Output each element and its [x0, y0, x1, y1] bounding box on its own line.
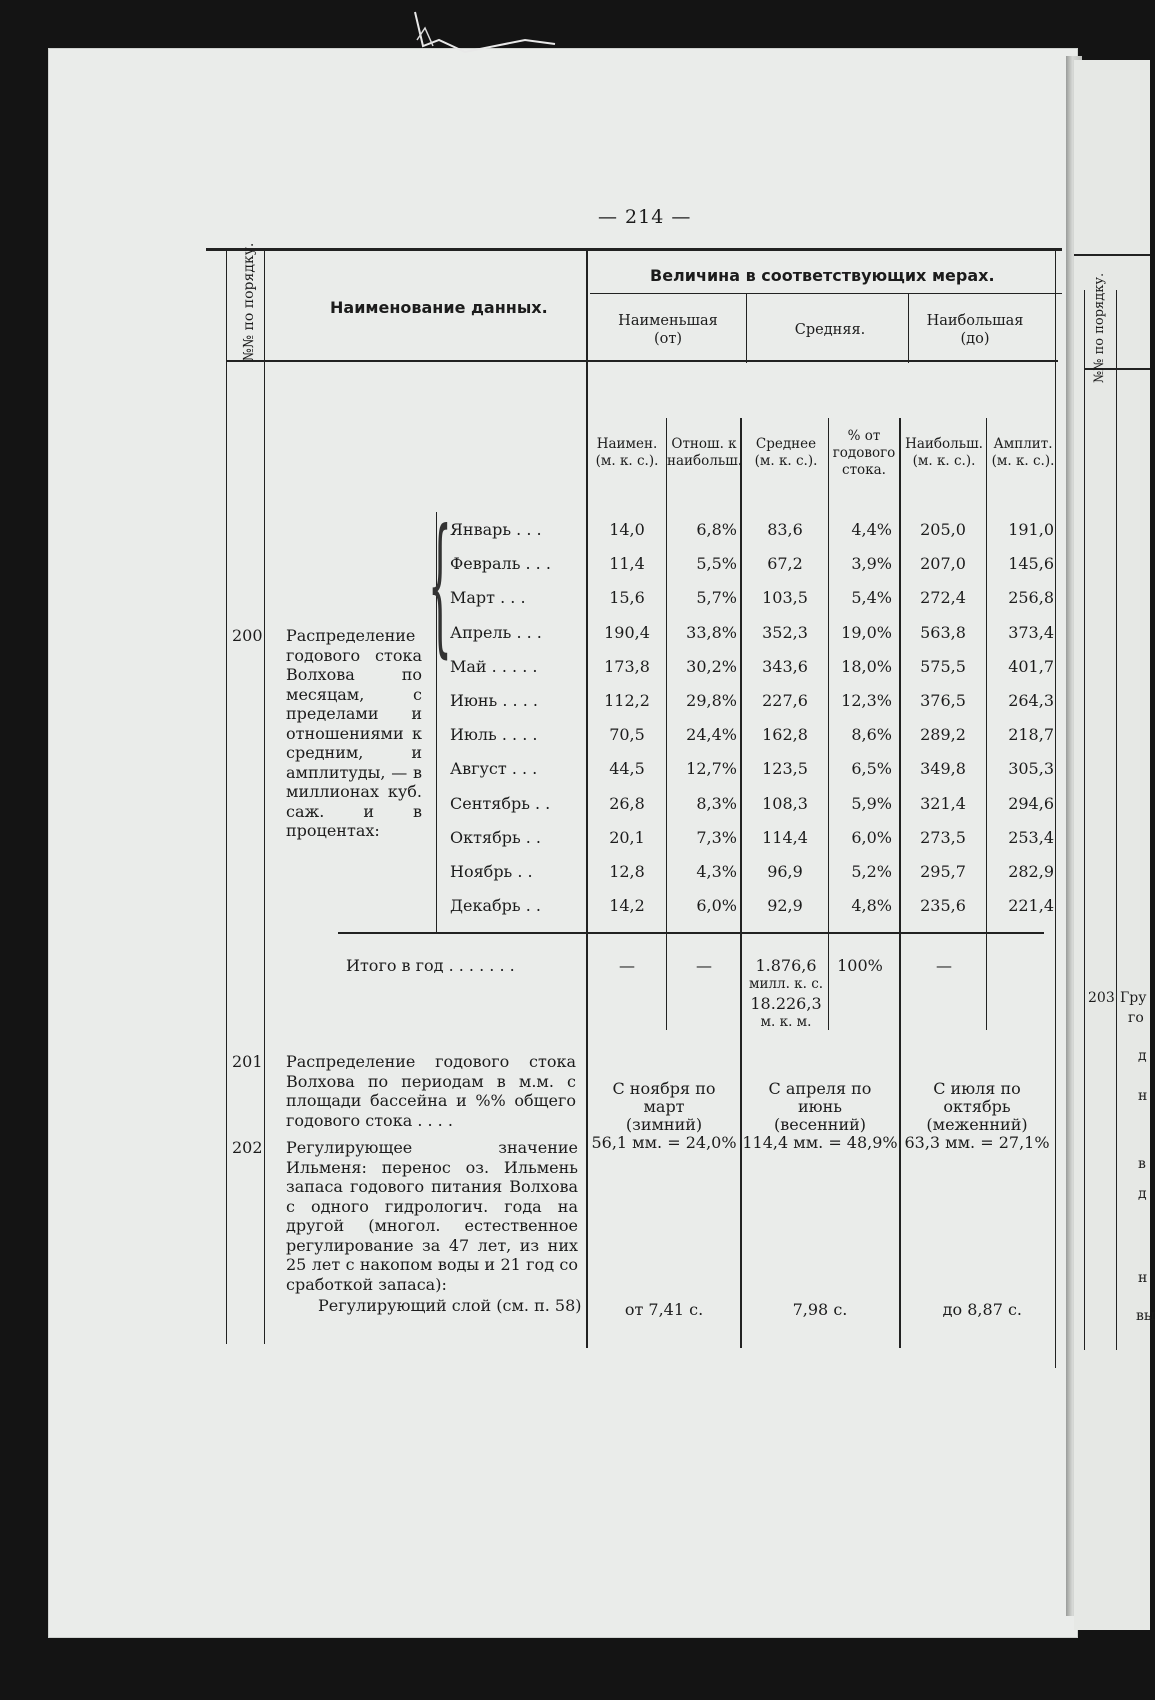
amp-col-rule	[986, 418, 987, 1030]
month-name-cell: Октябрь . .	[450, 827, 541, 847]
avg-col-rule	[740, 418, 742, 1348]
thread-marks	[405, 0, 565, 60]
months-bottom-rule	[338, 932, 1044, 934]
next-fragment-6: д	[1138, 1186, 1147, 1202]
month-max-cell: 207,0	[920, 554, 966, 574]
next-fragment-7: н	[1138, 1270, 1148, 1286]
month-name-cell: Июль . . . .	[450, 725, 538, 745]
month-name-cell: Июнь . . . .	[450, 691, 538, 710]
month-min-cell: 11,4	[609, 554, 645, 574]
month-pct-cell: 4,4%	[851, 520, 892, 539]
header-bottom-rule	[226, 360, 1058, 362]
total-ratio: —	[696, 956, 712, 975]
row-201-title: Распределение годового стока Волхова по периодам в м.м. с площади бассейна и %% общего годового стока . . . .	[286, 1052, 576, 1130]
next-fragment-4: н	[1138, 1088, 1148, 1104]
hdr-avg-max-rule	[908, 293, 909, 363]
month-name-cell: Март . . .	[450, 588, 526, 608]
subheader-ratio: Отнош. к наибольш.	[667, 436, 743, 469]
total-avg-3: 18.226,3	[750, 994, 822, 1013]
month-amp-cell: 145,6	[1008, 554, 1054, 574]
month-name-cell: Ноябрь . .	[450, 862, 533, 881]
next-fragment-5: в	[1138, 1156, 1146, 1172]
month-amp-cell: 264,3	[1008, 691, 1054, 710]
table-right-rule	[1055, 248, 1056, 1368]
header-value-col: Величина в соответствующих мерах.	[650, 266, 995, 285]
page-number: — 214 —	[598, 206, 692, 228]
pct-col-rule	[828, 418, 829, 1030]
table-top-rule	[206, 248, 1062, 251]
month-min-cell: 20,1	[609, 827, 645, 847]
month-min-cell: 190,4	[604, 622, 650, 642]
row-201-avg: С апреля по июнь (весенний) 114,4 мм. = 48,9%	[742, 1079, 898, 1152]
month-avg-cell: 162,8	[762, 725, 808, 745]
total-label: Итого в год . . . . . . .	[346, 956, 515, 975]
month-name-cell: Декабрь . .	[450, 896, 541, 916]
subheader-max: Наибольш. (м. к. с.).	[905, 436, 983, 469]
month-max-cell: 321,4	[920, 793, 966, 813]
month-amp-cell: 218,7	[1008, 725, 1054, 745]
month-pct-cell: 5,9%	[851, 793, 892, 813]
month-max-cell: 273,5	[920, 827, 966, 847]
total-min: —	[619, 956, 635, 975]
month-avg-cell: 123,5	[762, 759, 808, 779]
month-min-cell: 112,2	[604, 691, 650, 710]
month-min-cell: 12,8	[609, 862, 645, 881]
month-name-cell: Январь . . .	[450, 520, 542, 539]
month-pct-cell: 19,0%	[841, 622, 892, 642]
month-avg-cell: 343,6	[762, 656, 808, 676]
subheader-amp: Амплит. (м. к. с.).	[991, 436, 1055, 469]
month-min-cell: 44,5	[609, 759, 645, 779]
next-row-203: 203	[1088, 990, 1115, 1006]
month-ratio-cell: 12,7%	[686, 759, 737, 779]
next-fragment-3: д	[1138, 1048, 1147, 1064]
next-header-number: №№ по порядку.	[1092, 272, 1107, 384]
no-col-rule	[264, 248, 265, 1344]
month-ratio-cell: 30,2%	[686, 656, 737, 676]
next-no-rule	[1116, 290, 1117, 1350]
month-max-cell: 575,5	[920, 656, 966, 676]
next-fragment-2: го	[1128, 1010, 1144, 1026]
total-avg-4: м. к. м.	[760, 1014, 812, 1030]
month-avg-cell: 108,3	[762, 793, 808, 813]
month-amp-cell: 373,4	[1008, 622, 1054, 642]
month-ratio-cell: 7,3%	[696, 827, 737, 847]
month-min-cell: 70,5	[609, 725, 645, 745]
month-min-cell: 173,8	[604, 656, 650, 676]
month-max-cell: 295,7	[920, 862, 966, 881]
month-name-cell: Май . . . . .	[450, 656, 538, 676]
month-amp-cell: 305,3	[1008, 759, 1054, 779]
month-ratio-cell: 5,5%	[696, 554, 737, 574]
month-max-cell: 349,8	[920, 759, 966, 779]
ratio-col-rule	[666, 418, 667, 1030]
month-pct-cell: 4,8%	[851, 896, 892, 916]
month-max-cell: 289,2	[920, 725, 966, 745]
month-avg-cell: 227,6	[762, 691, 808, 710]
row-202-min: от 7,41 с.	[624, 1300, 704, 1319]
month-amp-cell: 221,4	[1008, 896, 1054, 916]
month-min-cell: 14,0	[609, 520, 645, 539]
month-ratio-cell: 6,8%	[696, 520, 737, 539]
month-amp-cell: 253,4	[1008, 827, 1054, 847]
month-pct-cell: 3,9%	[851, 554, 892, 574]
month-min-cell: 14,2	[609, 896, 645, 916]
subheader-min: Наимен. (м. к. с.).	[595, 436, 659, 469]
name-col-rule	[586, 248, 588, 1348]
brace-mark: {	[428, 498, 452, 672]
row-202-number: 202	[232, 1138, 263, 1157]
row-202-max: до 8,87 с.	[942, 1300, 1022, 1319]
header-avg: Средняя.	[794, 322, 866, 338]
month-avg-cell: 67,2	[767, 554, 803, 574]
month-avg-cell: 92,9	[767, 896, 803, 916]
month-amp-cell: 191,0	[1008, 520, 1054, 539]
next-fragment-1: Гру	[1120, 990, 1147, 1006]
month-max-cell: 563,8	[920, 622, 966, 642]
month-pct-cell: 5,2%	[851, 862, 892, 881]
month-ratio-cell: 4,3%	[696, 862, 737, 881]
month-name-cell: Февраль . . .	[450, 554, 551, 574]
month-pct-cell: 5,4%	[851, 588, 892, 608]
month-pct-cell: 6,0%	[851, 827, 892, 847]
row-200-title: Распределение годового стока Волхова по месяцам, с пределами и отношениями к средним, и амплитуды, — в миллионах куб. саж. и в процентах:	[286, 626, 422, 840]
month-amp-cell: 256,8	[1008, 588, 1054, 608]
row-201-min: С ноября по март (зимний) 56,1 мм. = 24,0%	[591, 1079, 737, 1152]
total-avg-2: милл. к. с.	[748, 976, 824, 992]
month-amp-cell: 282,9	[1008, 862, 1054, 881]
month-ratio-cell: 5,7%	[696, 588, 737, 608]
month-ratio-cell: 33,8%	[686, 622, 737, 642]
month-avg-cell: 96,9	[767, 862, 803, 881]
month-name-cell: Сентябрь . .	[450, 793, 551, 813]
value-header-rule	[590, 293, 1062, 294]
month-name-cell: Апрель . . .	[450, 622, 542, 642]
month-pct-cell: 6,5%	[851, 759, 892, 779]
month-avg-cell: 114,4	[762, 827, 808, 847]
row-201-max: С июля по октябрь (меженний) 63,3 мм. = 27,1%	[904, 1079, 1050, 1152]
month-name-cell: Август . . .	[450, 759, 538, 779]
month-amp-cell: 294,6	[1008, 793, 1054, 813]
month-pct-cell: 8,6%	[851, 725, 892, 745]
next-fragment-8: вы	[1136, 1308, 1155, 1324]
month-min-cell: 15,6	[609, 588, 645, 608]
hdr-min-avg-rule	[746, 293, 747, 363]
row-202-avg: 7,98 с.	[792, 1300, 848, 1319]
month-max-cell: 205,0	[920, 520, 966, 539]
subheader-avg: Среднее (м. к. с.).	[754, 436, 818, 469]
month-max-cell: 376,5	[920, 691, 966, 710]
max-col-rule	[899, 418, 901, 1348]
month-avg-cell: 103,5	[762, 588, 808, 608]
row-200-number: 200	[232, 626, 263, 645]
next-top-rule	[1074, 254, 1150, 256]
month-ratio-cell: 29,8%	[686, 691, 737, 710]
row-202-title: Регулирующее значение Ильменя: перенос оз. Ильмень запаса годового питания Волхова с одного гидрологич. года на другой (многол. естественное регулирование за 47 лет, из них 25 лет с накопом воды и 21 год со сработкой запаса):	[286, 1138, 578, 1294]
month-avg-cell: 83,6	[767, 520, 803, 539]
month-pct-cell: 12,3%	[841, 691, 892, 710]
month-pct-cell: 18,0%	[841, 656, 892, 676]
month-ratio-cell: 8,3%	[696, 793, 737, 813]
header-number-col: №№ по порядку.	[241, 242, 257, 362]
month-max-cell: 235,6	[920, 896, 966, 916]
month-amp-cell: 401,7	[1008, 656, 1054, 676]
total-pct: 100%	[837, 956, 883, 975]
subheader-pct: % от годового стока.	[832, 428, 896, 478]
row-201-number: 201	[232, 1052, 263, 1071]
total-max: —	[936, 956, 952, 975]
table-left-rule	[226, 248, 227, 1344]
header-min: Наименьшая (от)	[618, 313, 718, 347]
total-avg-1: 1.876,6	[755, 956, 817, 975]
next-left-rule	[1084, 290, 1085, 1350]
month-min-cell: 26,8	[609, 793, 645, 813]
month-max-cell: 272,4	[920, 588, 966, 608]
month-ratio-cell: 24,4%	[686, 725, 737, 745]
month-ratio-cell: 6,0%	[696, 896, 737, 916]
header-name-col: Наименование данных.	[330, 298, 548, 317]
row-202-subtitle: Регулирующий слой (см. п. 58)	[318, 1296, 582, 1315]
header-max: Наибольшая (до)	[926, 313, 1024, 347]
month-avg-cell: 352,3	[762, 622, 808, 642]
